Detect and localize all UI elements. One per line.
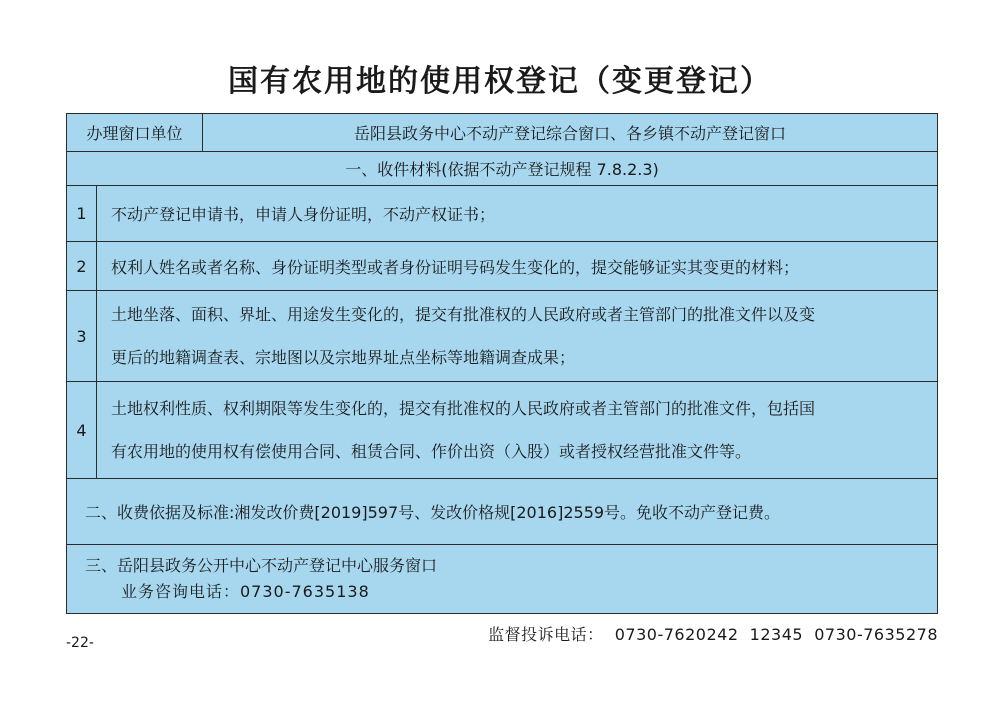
materials-heading-row	[67, 152, 937, 186]
item-text	[111, 382, 917, 478]
material-item-row	[67, 382, 937, 479]
service-block	[85, 553, 437, 605]
info-table	[66, 113, 938, 614]
unit-row	[67, 114, 937, 152]
item-number: 2	[67, 242, 97, 290]
item-line: 土地权利性质、权利期限等发生变化的，提交有批准权的人民政府或者主管部门的批准文件，包括国	[111, 399, 816, 418]
item-line: 土地坐落、面积、界址、用途发生变化的，提交有批准权的人民政府或者主管部门的批准文件以及变	[111, 305, 816, 324]
material-item-row	[67, 291, 937, 382]
service-phone: 业务咨询电话：0730-7635138	[121, 582, 370, 601]
material-item-row	[67, 186, 937, 242]
service-title: 三、岳阳县政务公开中心不动产登记中心服务窗口	[85, 556, 438, 575]
item-number: 1	[67, 186, 97, 241]
item-text	[111, 291, 917, 381]
item-line: 不动产登记申请书，申请人身份证明，不动产权证书；	[111, 205, 496, 224]
item-line: 有农用地的使用权有偿使用合同、租赁合同、作价出资（入股）或者授权经营批准文件等。	[111, 442, 752, 461]
material-item-row	[67, 242, 937, 291]
materials-heading: 一、收件材料(依据不动产登记规程 7.8.2.3)	[345, 160, 659, 179]
fee-row	[67, 479, 937, 545]
complaint-phone: 监督投诉电话： 0730-7620242 12345 0730-7635278	[488, 625, 938, 644]
page-title: 国有农用地的使用权登记（变更登记）	[228, 64, 772, 99]
item-number: 3	[67, 291, 97, 381]
item-number: 4	[67, 382, 97, 478]
item-line: 更后的地籍调查表、宗地图以及宗地界址点坐标等地籍调查成果；	[111, 348, 576, 367]
fee-text: 二、收费依据及标准:湘发改价费[2019]597号、发改价格规[2016]2559号。免收不动产登记费。	[85, 503, 781, 522]
unit-label: 办理窗口单位	[67, 114, 203, 151]
item-line: 权利人姓名或者名称、身份证明类型或者身份证明号码发生变化的，提交能够证实其变更的材料；	[111, 257, 800, 277]
item-text	[111, 242, 917, 290]
item-text	[111, 186, 917, 241]
page-number: -22-	[66, 635, 94, 651]
service-row	[67, 545, 937, 613]
unit-value: 岳阳县政务中心不动产登记综合窗口、各乡镇不动产登记窗口	[353, 124, 786, 143]
